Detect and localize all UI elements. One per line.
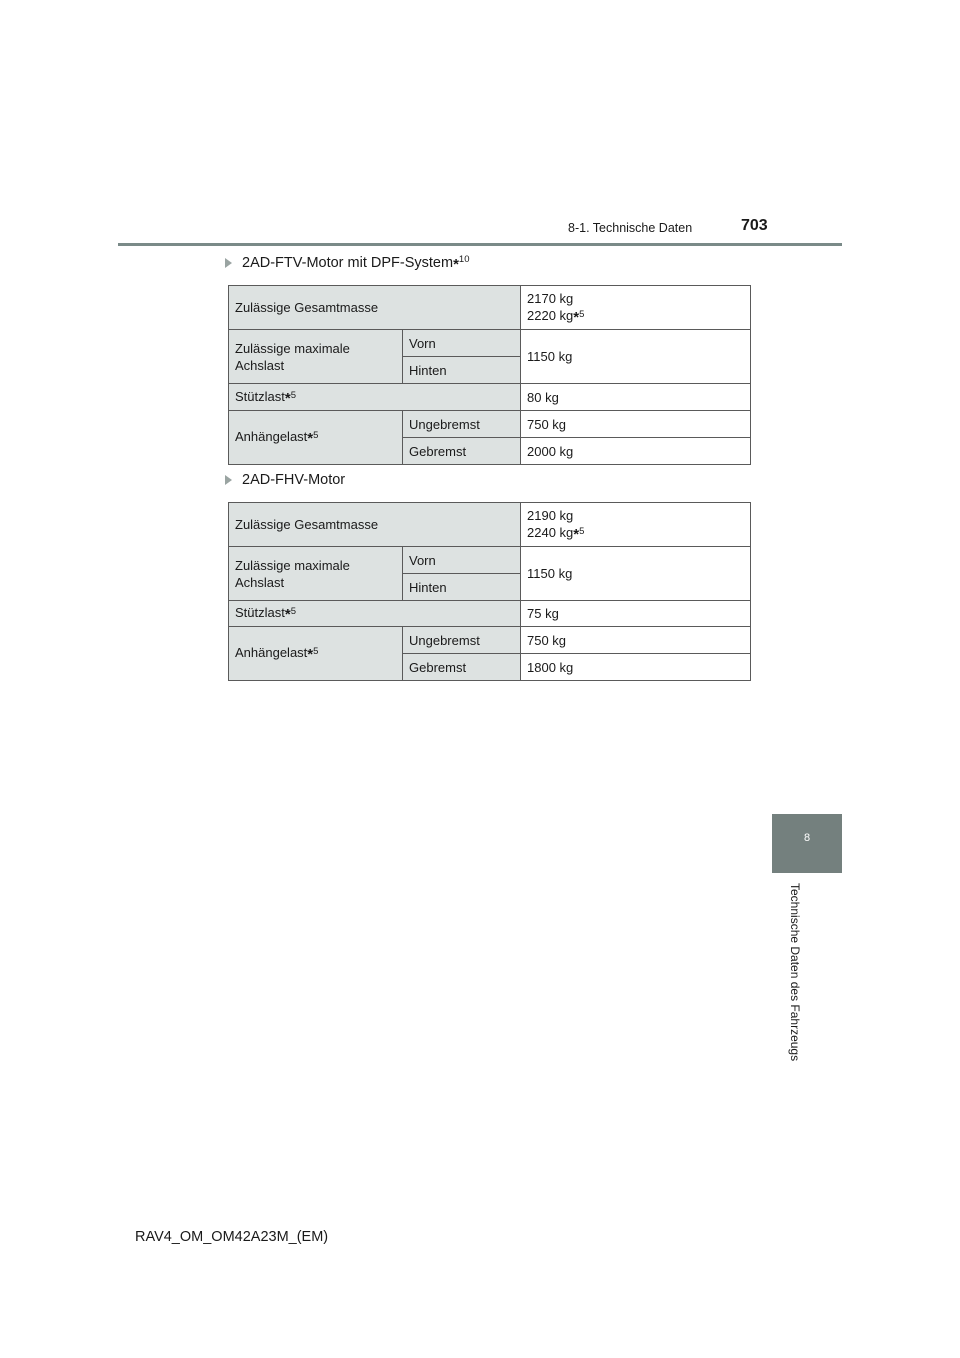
- label-ungebremst: Ungebremst: [403, 411, 521, 438]
- value-stuetzlast: 80 kg: [521, 384, 751, 411]
- section-title-1: [225, 254, 470, 271]
- value-stuetzlast: 75 kg: [521, 601, 751, 627]
- value-ungebremst: 750 kg: [521, 411, 751, 438]
- section-title-text: 2AD-FHV-Motor: [242, 472, 346, 488]
- value-gebremst: 1800 kg: [521, 654, 751, 681]
- label-anhaengelast: [229, 627, 403, 681]
- label-ungebremst: Ungebremst: [403, 627, 521, 654]
- label-gesamtmasse: Zulässige Gesamtmasse: [229, 503, 521, 547]
- footnote-star-icon: *: [573, 308, 580, 326]
- footnote-ref: 5: [579, 525, 585, 537]
- label-text: Stützlast: [235, 605, 285, 620]
- value-line: 2190 kg: [527, 507, 574, 523]
- label-stuetzlast: [229, 384, 521, 411]
- page-number: 703: [741, 217, 768, 234]
- spec-table-1: [228, 285, 751, 465]
- label-text: Anhängelast: [235, 429, 308, 444]
- value-achslast: 1150 kg: [521, 547, 751, 601]
- chapter-title-text: Technische Daten des Fahrzeugs: [788, 883, 802, 1062]
- header-rule: [118, 243, 842, 246]
- chapter-tab: 8: [772, 814, 842, 873]
- label-achslast: Zulässige maximale Achslast: [229, 547, 403, 601]
- footnote-ref: 5: [290, 389, 296, 401]
- label-anhaengelast: [229, 411, 403, 465]
- header-section-title: 8-1. Technische Daten: [568, 221, 693, 235]
- label-stuetzlast: [229, 601, 521, 627]
- footnote-star-icon: *: [453, 256, 459, 273]
- footnote-ref: 5: [579, 308, 585, 320]
- label-hinten: Hinten: [403, 357, 521, 384]
- spec-table-2: [228, 502, 751, 681]
- footnote-ref: 5: [313, 430, 319, 441]
- label-hinten: Hinten: [403, 574, 521, 601]
- bullet-triangle-icon: [225, 475, 232, 485]
- label-gesamtmasse: Zulässige Gesamtmasse: [229, 286, 521, 330]
- footnote-star-icon: *: [573, 525, 580, 543]
- label-gebremst: Gebremst: [403, 654, 521, 681]
- value-line: 2240 kg: [527, 524, 574, 540]
- value-achslast: 1150 kg: [521, 330, 751, 384]
- label-gebremst: Gebremst: [403, 438, 521, 465]
- chapter-title-vertical: [788, 883, 802, 1073]
- section-title-2: [225, 472, 345, 488]
- footnote-ref: 5: [290, 606, 296, 617]
- footer-doc-id: RAV4_OM_OM42A23M_(EM): [135, 1229, 329, 1245]
- footnote-ref: 5: [313, 646, 319, 657]
- section-title-text: 2AD-FTV-Motor mit DPF-System: [242, 254, 454, 271]
- label-text: Stützlast: [235, 388, 285, 404]
- value-line: 2220 kg: [527, 307, 574, 323]
- value-gesamtmasse: [521, 286, 751, 330]
- label-vorn: Vorn: [403, 547, 521, 574]
- label-vorn: Vorn: [403, 330, 521, 357]
- value-gesamtmasse: [521, 503, 751, 547]
- footnote-star-icon: *: [284, 606, 291, 623]
- bullet-triangle-icon: [225, 258, 232, 268]
- footnote-ref: 10: [458, 254, 470, 265]
- value-gebremst: 2000 kg: [521, 438, 751, 465]
- footnote-star-icon: *: [284, 389, 291, 407]
- value-line: 2170 kg: [527, 290, 574, 306]
- footnote-star-icon: *: [307, 646, 314, 663]
- label-text: Anhängelast: [235, 645, 308, 660]
- value-ungebremst: 750 kg: [521, 627, 751, 654]
- label-achslast: Zulässige maximale Achslast: [229, 330, 403, 384]
- footnote-star-icon: *: [307, 430, 314, 447]
